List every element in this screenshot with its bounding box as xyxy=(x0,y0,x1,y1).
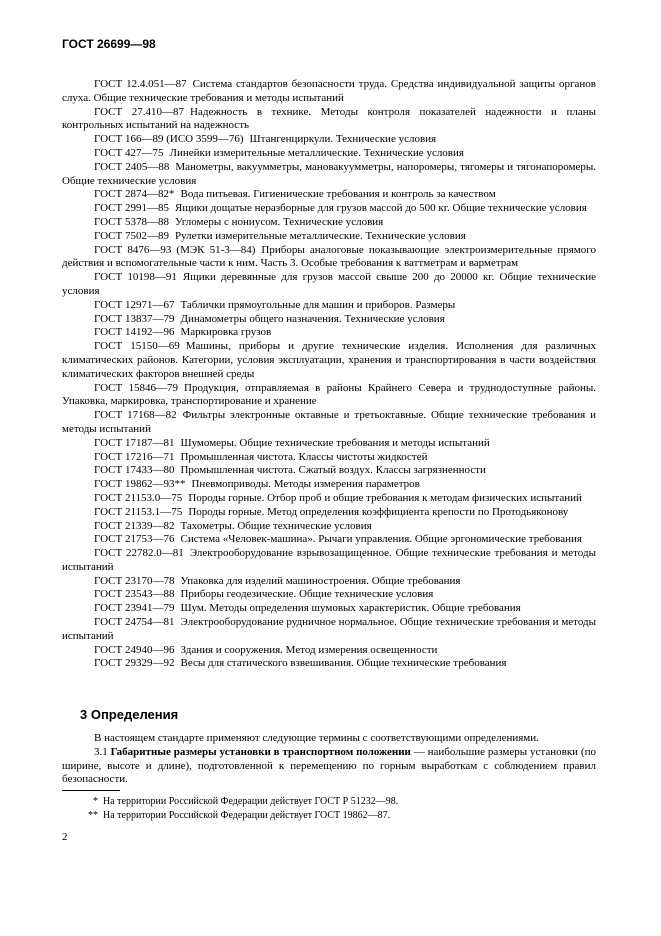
reference-code: ГОСТ 22782.0—81 xyxy=(94,547,184,560)
reference-title: Маркировка грузов xyxy=(180,326,272,339)
reference-code: ГОСТ 27.410—87 xyxy=(94,105,185,118)
reference-code: ГОСТ 17168—82 xyxy=(94,409,177,422)
definition-number: 3.1 xyxy=(94,745,108,758)
reference-code: ГОСТ 166—89 (ИСО 3599—76) xyxy=(94,133,244,146)
reference-item xyxy=(62,478,596,492)
reference-code: ГОСТ 2991—85 xyxy=(94,202,169,215)
reference-title: Тахометры. Общие технические условия xyxy=(180,519,372,532)
reference-title: Породы горные. Отбор проб и общие требования к методам физических испытаний xyxy=(188,491,582,504)
reference-title: Линейки измерительные металлические. Технические условия xyxy=(169,146,464,159)
reference-item xyxy=(62,506,596,520)
reference-item xyxy=(62,644,596,658)
footnote-text: На территории Российской Федерации действует ГОСТ 19862—87. xyxy=(103,809,391,821)
reference-title: Промышленная чистота. Классы чистоты жидкостей xyxy=(180,450,428,463)
reference-code: ГОСТ 12971—67 xyxy=(94,298,175,311)
reference-item xyxy=(62,657,596,671)
footnote-text: На территории Российской Федерации действует ГОСТ Р 51232—98. xyxy=(103,796,399,807)
normative-references-list xyxy=(62,78,596,671)
reference-item xyxy=(62,437,596,451)
footnote-separator xyxy=(62,790,120,791)
reference-code: ГОСТ 24940—96 xyxy=(94,643,175,656)
reference-code: ГОСТ 21153.1—75 xyxy=(94,505,183,518)
reference-item xyxy=(62,588,596,602)
reference-item xyxy=(62,161,596,189)
reference-title: Шум. Методы определения шумовых характеристик. Общие требования xyxy=(180,602,521,615)
reference-item xyxy=(62,492,596,506)
reference-code: ГОСТ 2405—88 xyxy=(94,160,170,173)
reference-code: ГОСТ 7502—89 xyxy=(94,229,169,242)
reference-item xyxy=(62,271,596,299)
reference-title: Рулетки измерительные металлические. Технические условия xyxy=(174,229,466,242)
reference-title: Ящики деревянные для грузов массой свыше 200 до 20000 кг. Общие технические условия xyxy=(62,271,596,297)
section-intro: В настоящем стандарте применяют следующие термины с соответствующими определениями. xyxy=(94,732,539,744)
reference-title: Ящики дощатые неразборные для грузов массой до 500 кг. Общие технические условия xyxy=(174,202,587,215)
definitions-block xyxy=(62,732,596,787)
footnote-mark: * xyxy=(93,796,98,807)
definition-text: — наибольшие размеры установки (по ширине, высоте и длине), подготовленной к перемещению по горным выработкам с соблюдением правил безопасности. xyxy=(62,745,596,786)
reference-title: Электрооборудование взрывозащищенное. Общие технические требования и методы испытаний xyxy=(62,547,596,573)
reference-item xyxy=(62,202,596,216)
reference-title: Машины, приборы и другие технические изделия. Исполнения для различных климатических районов. Категории, условия эксплуатации, хранения и транспортирования в части воздействия климатических факторов внешней среды xyxy=(62,340,596,380)
footnote xyxy=(62,809,596,823)
reference-item xyxy=(62,602,596,616)
reference-item xyxy=(62,188,596,202)
reference-code: ГОСТ 10198—91 xyxy=(94,271,177,284)
reference-item xyxy=(62,78,596,106)
reference-code: ГОСТ 427—75 xyxy=(94,146,164,159)
footnote xyxy=(62,795,596,809)
footnotes xyxy=(62,795,596,822)
reference-item xyxy=(62,147,596,161)
reference-title: Фильтры электронные октавные и третьоктавные. Общие технические требования и методы испытаний xyxy=(62,409,596,435)
reference-item xyxy=(62,409,596,437)
reference-title: Таблички прямоугольные для машин и приборов. Размеры xyxy=(180,298,456,311)
reference-title: Приборы геодезические. Общие технические условия xyxy=(180,588,434,601)
reference-item xyxy=(62,133,596,147)
reference-code: ГОСТ 17433—80 xyxy=(94,464,175,477)
reference-title: Угломеры с нониусом. Технические условия xyxy=(174,215,384,228)
reference-title: Шумомеры. Общие технические требования и методы испытаний xyxy=(180,436,490,449)
reference-title: Пневмоприводы. Методы измерения параметров xyxy=(191,478,420,491)
reference-title: Электрооборудование рудничное нормальное. Общие технические требования и методы испытаний xyxy=(62,616,596,642)
reference-item xyxy=(62,216,596,230)
reference-title: Упаковка для изделий машиностроения. Общие требования xyxy=(180,574,461,587)
reference-item xyxy=(62,533,596,547)
reference-title: Приборы аналоговые показывающие электроизмерительные прямого действия и вспомогательные части к ним. Часть 3. Особые требования к ваттметрам и варметрам xyxy=(62,243,596,270)
reference-item xyxy=(62,382,596,410)
definition-item xyxy=(62,746,596,787)
document-header: ГОСТ 26699—98 xyxy=(62,37,156,51)
reference-code: ГОСТ 15150—69 xyxy=(94,340,180,353)
reference-item xyxy=(62,547,596,575)
reference-title: Продукция, отправляемая в районы Крайнего Севера и труднодоступные районы. Упаковка, маркировка, транспортирование и хранение xyxy=(62,381,596,408)
reference-item xyxy=(62,299,596,313)
reference-item xyxy=(62,464,596,478)
reference-title: Вода питьевая. Гигиенические требования и контроль за качеством xyxy=(180,188,496,201)
reference-title: Промышленная чистота. Сжатый воздух. Классы загрязненности xyxy=(180,464,486,477)
reference-code: ГОСТ 2874—82* xyxy=(94,188,175,201)
reference-title: Надежность в технике. Методы контроля показателей надежности и планы контрольных испытаний на надежность xyxy=(62,105,596,132)
reference-title: Породы горные. Метод определения коэффициента крепости по Протодьяконову xyxy=(188,505,569,518)
reference-code: ГОСТ 23170—78 xyxy=(94,574,175,587)
reference-code: ГОСТ 21753—76 xyxy=(94,533,175,546)
reference-code: ГОСТ 12.4.051—87 xyxy=(94,78,187,90)
reference-code: ГОСТ 21153.0—75 xyxy=(94,491,183,504)
reference-code: ГОСТ 23543—88 xyxy=(94,588,175,601)
reference-item xyxy=(62,106,596,134)
reference-code: ГОСТ 24754—81 xyxy=(94,616,175,629)
reference-item xyxy=(62,230,596,244)
reference-title: Манометры, вакуумметры, мановакуумметры, напоромеры, тягомеры и тягонапоромеры. Общие технические условия xyxy=(62,160,596,187)
reference-item xyxy=(62,616,596,644)
reference-code: ГОСТ 13837—79 xyxy=(94,312,175,325)
reference-code: ГОСТ 14192—96 xyxy=(94,326,175,339)
reference-code: ГОСТ 23941—79 xyxy=(94,602,175,615)
definition-term: Габаритные размеры установки в транспортном положении xyxy=(110,745,411,758)
reference-code: ГОСТ 29329—92 xyxy=(94,657,175,670)
reference-item xyxy=(62,340,596,381)
reference-item xyxy=(62,575,596,589)
reference-code: ГОСТ 15846—79 xyxy=(94,381,179,394)
reference-code: ГОСТ 21339—82 xyxy=(94,519,175,532)
reference-title: Штангенциркули. Технические условия xyxy=(249,133,437,146)
reference-code: ГОСТ 19862—93** xyxy=(94,478,186,491)
reference-title: Система стандартов безопасности труда. Средства индивидуальной защиты органов слуха. Общие технические требования и методы испытаний xyxy=(62,78,596,104)
reference-title: Динамометры общего назначения. Технические условия xyxy=(180,312,445,325)
reference-code: ГОСТ 17187—81 xyxy=(94,436,175,449)
reference-title: Здания и сооружения. Метод измерения освещенности xyxy=(180,643,438,656)
page-number: 2 xyxy=(62,831,68,843)
reference-item xyxy=(62,520,596,534)
reference-title: Весы для статического взвешивания. Общие технические требования xyxy=(180,657,507,670)
reference-code: ГОСТ 8476—93 (МЭК 51-3—84) xyxy=(94,243,256,256)
reference-item xyxy=(62,313,596,327)
reference-code: ГОСТ 17216—71 xyxy=(94,450,175,463)
reference-item xyxy=(62,244,596,272)
section-title: 3 Определения xyxy=(80,707,179,722)
footnote-mark: ** xyxy=(88,809,98,821)
reference-item xyxy=(62,451,596,465)
reference-code: ГОСТ 5378—88 xyxy=(94,215,169,228)
reference-item xyxy=(62,326,596,340)
reference-title: Система «Человек-машина». Рычаги управления. Общие эргономические требования xyxy=(180,533,582,546)
